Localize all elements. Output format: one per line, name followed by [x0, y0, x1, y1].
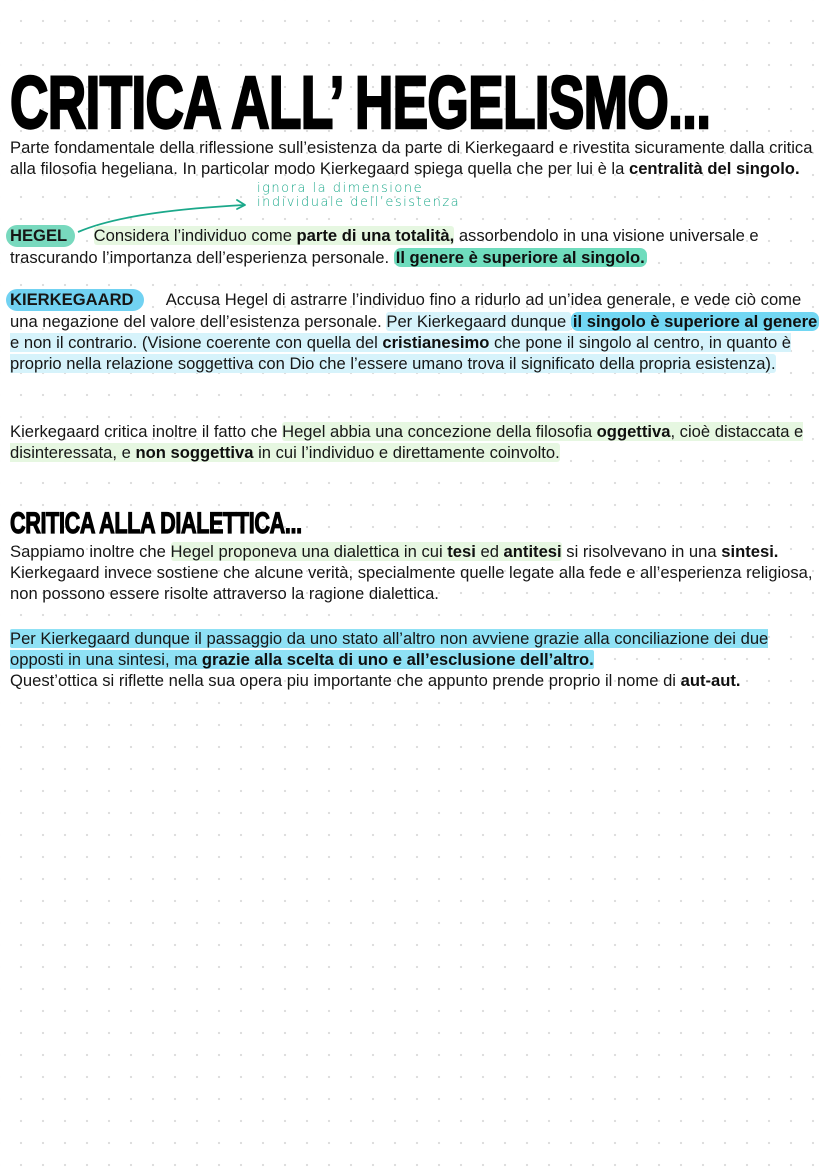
dialectic-text-2: si risolvevano in una	[561, 542, 722, 561]
annotation-line-2: individuale dell’esistenza	[257, 195, 461, 210]
intro-paragraph	[10, 137, 822, 179]
kierkegaard-tag: KIERKEGAARD	[6, 289, 144, 311]
handwritten-annotation	[257, 182, 460, 210]
dialectic-hl	[171, 542, 562, 561]
hegel-paragraph	[10, 225, 822, 268]
annotation-line-1: ignora la dimensione	[257, 181, 424, 196]
kierkegaard-bold: cristianesimo	[382, 333, 490, 352]
intro-bold: centralità del singolo.	[628, 159, 800, 178]
hegel-text-2: assorbendolo in una visione universale e trascurando l’importanza dell’esperienza personale.	[10, 226, 759, 267]
critique-hl-text-1: Hegel abbia una concezione della filosofia	[282, 422, 597, 441]
dialectic-text-1: Sappiamo inoltre che	[10, 542, 171, 561]
kierkegaard-paragraph	[10, 289, 822, 374]
conclusion-hl-text: Per Kierkegaard dunque il passaggio da uno stato all’altro non avviene grazie alla conciliazione dei due opposti in una sintesi, ma	[10, 629, 769, 669]
conclusion-bold-1: grazie alla scelta di uno e all’esclusione dell’altro.	[201, 650, 594, 669]
critique-bold-2: non soggettiva	[135, 443, 254, 462]
critique-paragraph	[10, 421, 822, 463]
dialectic-hl-text-1: Hegel proponeva una dialettica in cui	[170, 542, 448, 561]
hegel-text	[94, 226, 455, 245]
conclusion-paragraph	[10, 628, 822, 691]
dialectic-bold-2: antitesi	[503, 542, 562, 561]
intro-text: Parte fondamentale della riflessione sull’esistenza da parte di Kierkegaard e rivestita sicuramente dalla critica alla filosofia hegeliana. In particolar modo Kierkegaard spiega quella che per lui è la	[10, 138, 813, 178]
critique-bold-1: oggettiva	[596, 422, 671, 441]
dialectic-bold-1: tesi	[447, 542, 476, 561]
critique-hl-text-3: in cui l’individuo e direttamente coinvolto.	[253, 443, 560, 462]
kierkegaard-text-1: Accusa Hegel di astrarre l’individuo fino a ridurlo ad un’idea generale, e vede ciò come una negazione del valore dell’esistenza personale.	[10, 290, 802, 331]
page-title: CRITICA ALL’ HEGELISMO...	[10, 61, 711, 144]
dialectic-hl-text-2: ed	[475, 542, 504, 561]
dialectic-text-3: Kierkegaard invece sostiene che alcune verità, specialmente quelle legate alla fede e all’esperienza religiosa, non possono essere risolte attraverso la ragione dialettica.	[10, 563, 813, 603]
hegel-bold: parte di una totalità,	[296, 226, 455, 245]
kierkegaard-hl-block	[10, 333, 791, 373]
kierkegaard-highlight: il singolo è superiore al genere	[572, 312, 818, 331]
dialectic-bold-3: sintesi.	[721, 542, 779, 561]
hegel-highlight: Il genere è superiore al singolo.	[395, 248, 645, 267]
critique-hl-text-2: , cioè distaccata e disinteressata, e	[10, 422, 804, 462]
conclusion-bold-2: aut-aut.	[680, 671, 741, 690]
conclusion-hl	[10, 629, 768, 669]
conclusion-text: Quest’ottica si riflette nella sua opera piu importante che appunto prende proprio il nome di	[10, 671, 681, 690]
kierkegaard-hl-text: Per Kierkegaard dunque	[386, 312, 571, 331]
section-title: CRITICA ALLA DIALETTICA...	[10, 507, 302, 540]
critique-text-1: Kierkegaard critica inoltre il fatto che	[10, 422, 283, 441]
hegel-tag: HEGEL	[6, 225, 75, 247]
kierkegaard-text-2: e non il contrario. (Visione coerente con quella del	[10, 333, 383, 352]
hegel-text-1: Considera l’individuo come	[93, 226, 297, 245]
kierkegaard-text-3: che pone il singolo al centro, in quanto è proprio nella relazione soggettiva con Dio che l’essere umano trova il significato della propria esistenza).	[10, 333, 792, 373]
dialectic-paragraph	[10, 541, 822, 604]
